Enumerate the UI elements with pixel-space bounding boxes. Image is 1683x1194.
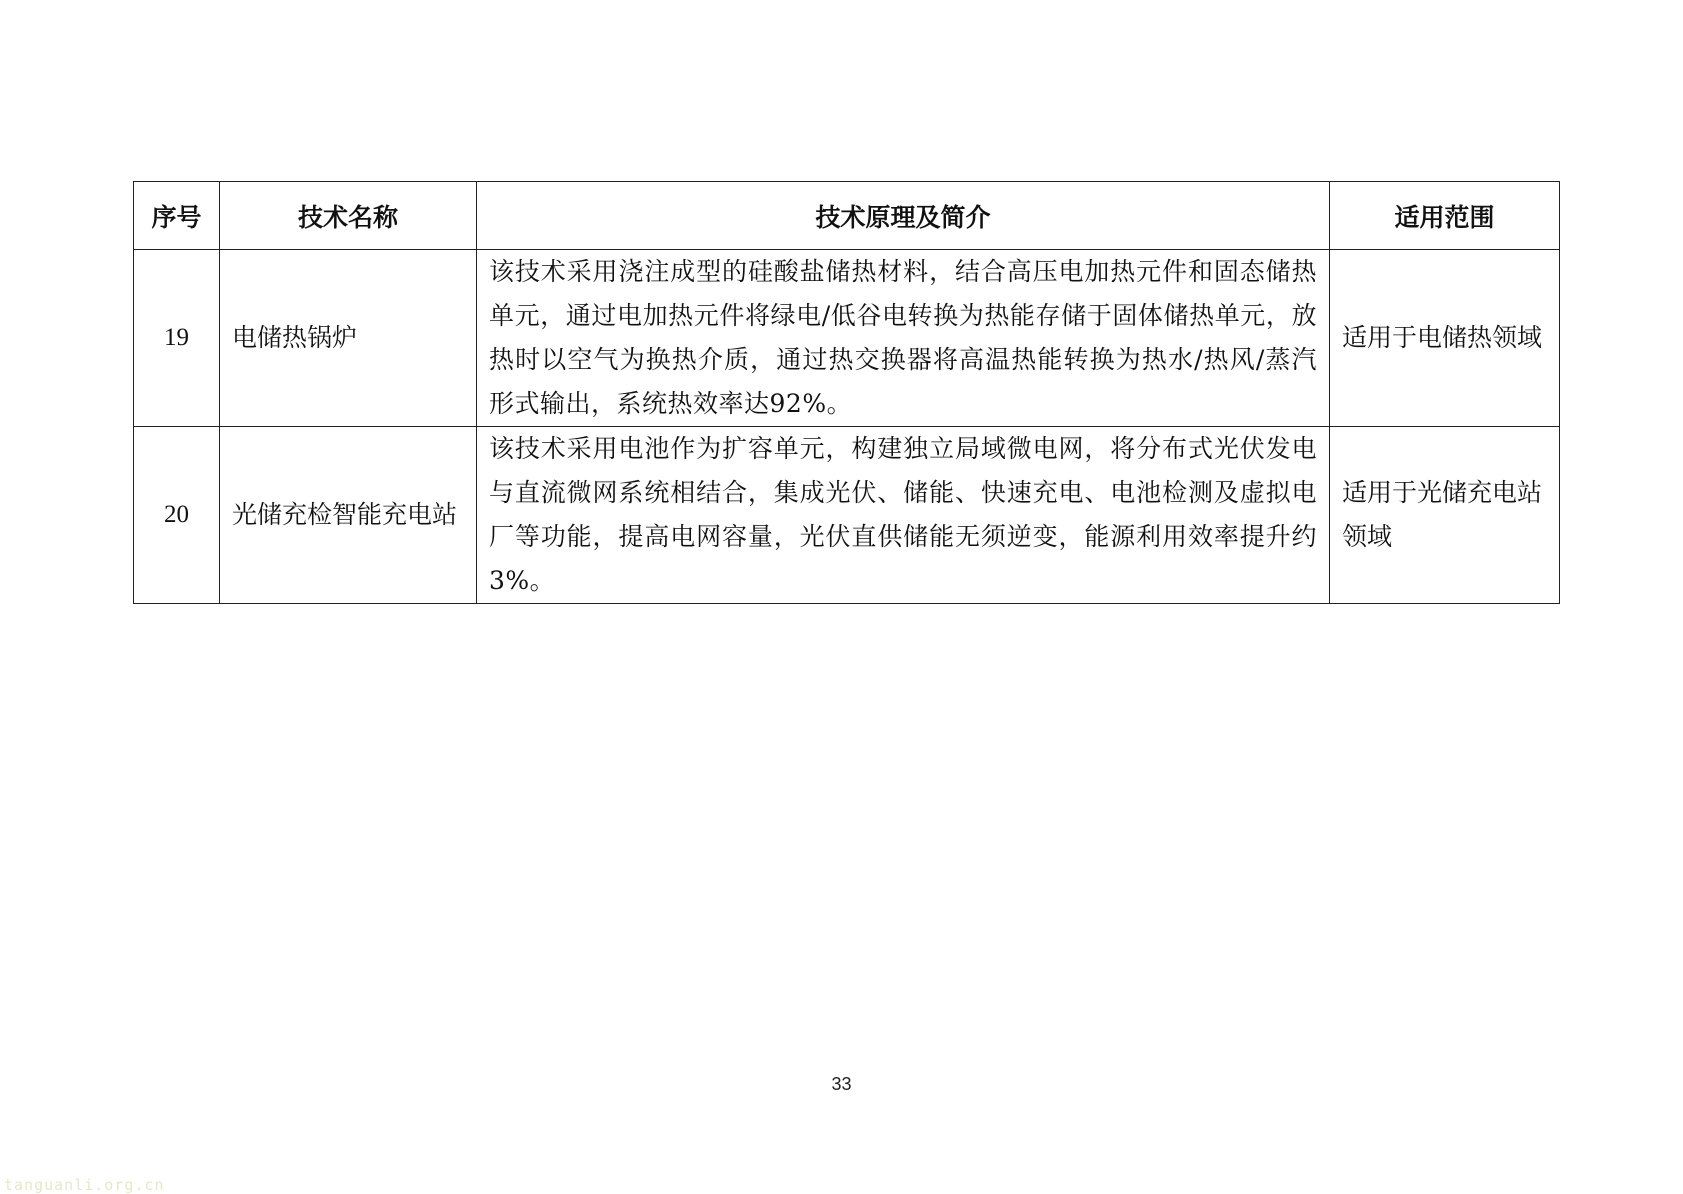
page-number: 33 bbox=[831, 1074, 852, 1094]
header-num: 序号 bbox=[134, 182, 220, 250]
table-row bbox=[134, 250, 1560, 427]
row-tech-description: 该技术采用浇注成型的硅酸盐储热材料，结合高压电加热元件和固态储热单元，通过电加热元件将绿电/低谷电转换为热能存储于固体储热单元，放热时以空气为换热介质，通过热交换器将高温热能转换为热水/热风/蒸汽形式输出，系统热效率达92%。 bbox=[477, 250, 1330, 427]
watermark: tanguanli.org.cn bbox=[4, 1176, 165, 1194]
table-body bbox=[134, 250, 1560, 604]
row-tech-description: 该技术采用电池作为扩容单元，构建独立局域微电网，将分布式光伏发电与直流微网系统相结合，集成光伏、储能、快速充电、电池检测及虚拟电厂等功能，提高电网容量，光伏直供储能无须逆变，能源利用效率提升约3%。 bbox=[477, 427, 1330, 604]
row-num: 20 bbox=[134, 427, 220, 604]
technology-table bbox=[133, 181, 1560, 604]
row-num: 19 bbox=[134, 250, 220, 427]
header-desc: 技术原理及简介 bbox=[477, 182, 1330, 250]
header-row bbox=[134, 182, 1560, 250]
row-tech-name: 电储热锅炉 bbox=[220, 250, 477, 427]
row-scope: 适用于光储充电站领域 bbox=[1330, 427, 1560, 604]
row-scope: 适用于电储热领域 bbox=[1330, 250, 1560, 427]
header-scope: 适用范围 bbox=[1330, 182, 1560, 250]
row-tech-name: 光储充检智能充电站 bbox=[220, 427, 477, 604]
table-header bbox=[134, 182, 1560, 250]
table-row bbox=[134, 427, 1560, 604]
header-name: 技术名称 bbox=[220, 182, 477, 250]
